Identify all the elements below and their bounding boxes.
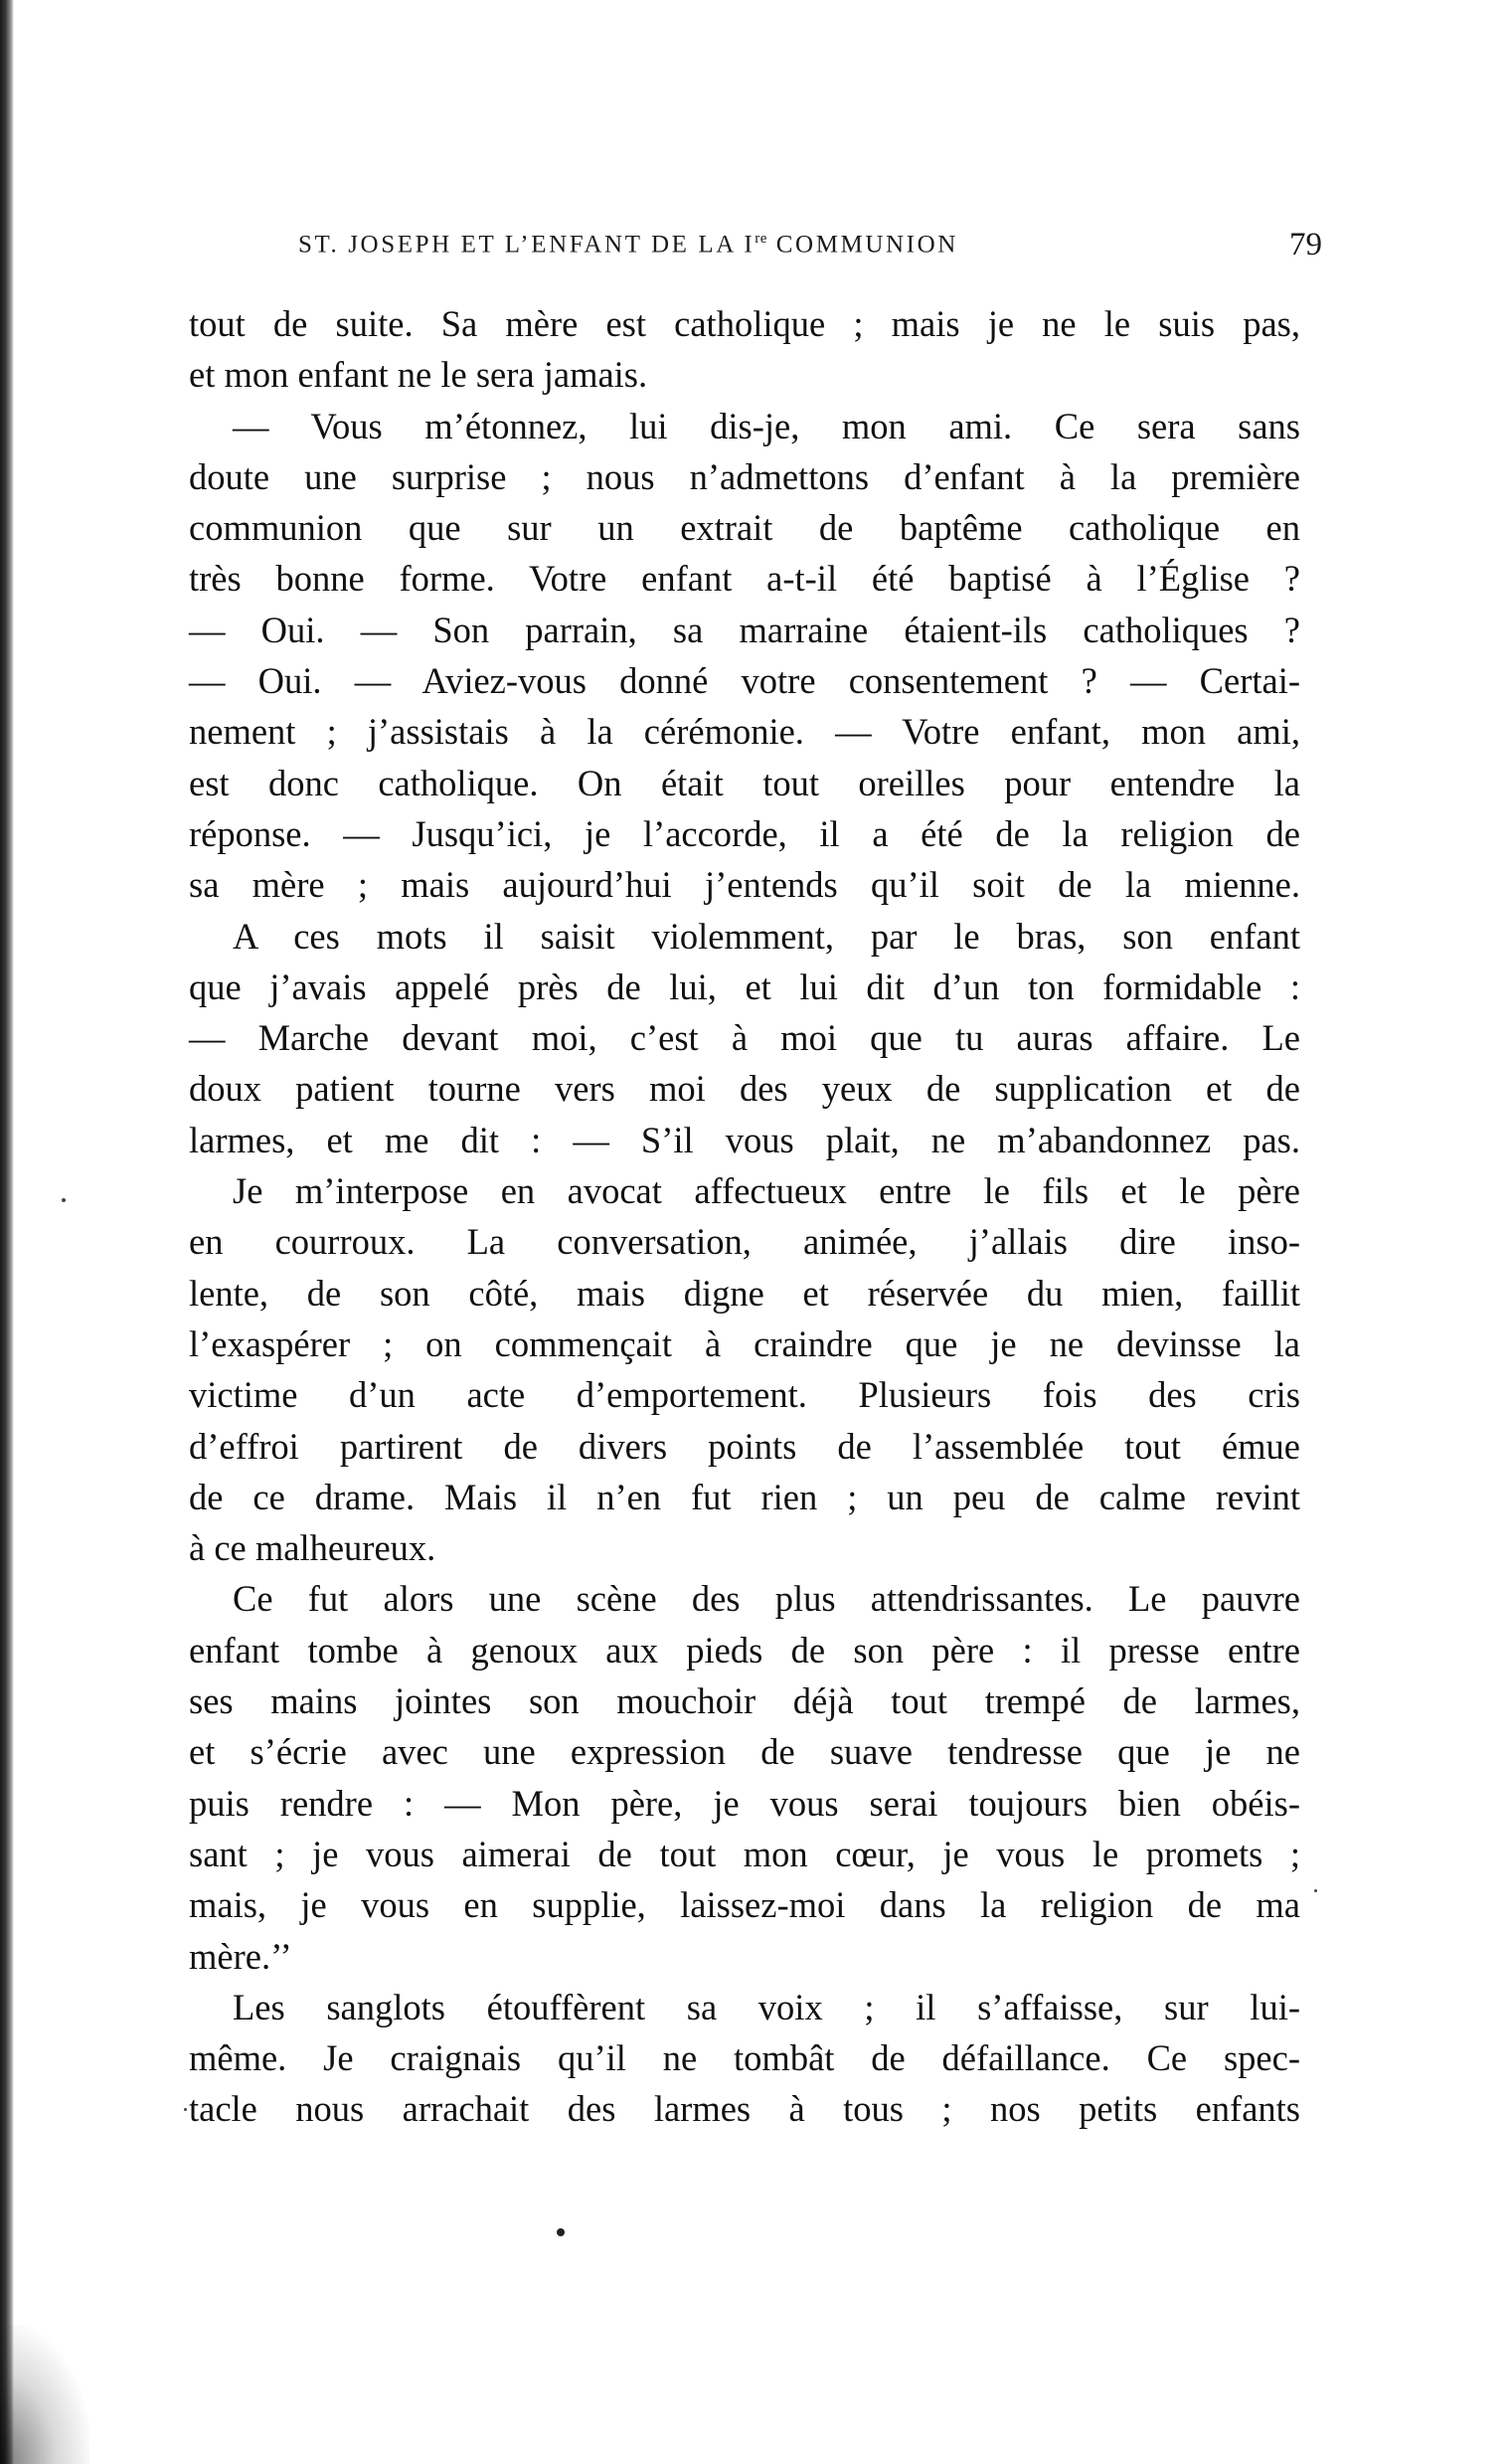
text-line: en courroux. La conversation, animée, j’allais dire inso- [189,1221,1300,1263]
text-line: — Marche devant moi, c’est à moi que tu auras affaire. Le [189,1017,1300,1059]
text-line: Ce fut alors une scène des plus attendrissantes. Le pauvre [233,1578,1300,1620]
text-line: — Oui. — Son parrain, sa marraine étaient-ils catholiques ? [189,609,1300,650]
text-line: doute une surprise ; nous n’admettons d’enfant à la première [189,455,1300,497]
running-head [298,227,1322,270]
text-line: — Vous m’étonnez, lui dis-je, mon ami. Ce sera sans [233,405,1300,446]
text-line: ses mains jointes son mouchoir déjà tout trempé de larmes, [189,1680,1300,1722]
text-line: doux patient tourne vers moi des yeux de supplication et de [189,1068,1300,1110]
text-line: et mon enfant ne le sera jamais. [189,354,648,396]
text-line: sant ; je vous aimerai de tout mon cœur, je vous le promets ; [189,1833,1300,1874]
text-line: est donc catholique. On était tout oreilles pour entendre la [189,762,1300,803]
text-line: Les sanglots étouffèrent sa voix ; il s’affaisse, sur lui- [233,1986,1300,2027]
text-line: mais, je vous en supplie, laissez-moi dans la religion de ma [189,1884,1300,1926]
ink-speck [184,2108,187,2111]
text-line: communion que sur un extrait de baptême catholique en [189,507,1300,549]
text-line: A ces mots il saisit violemment, par le bras, son enfant [233,915,1300,957]
body-text [189,298,1300,2135]
page-corner-shadow [0,2325,89,2464]
text-line: d’effroi partirent de divers points de l’assemblée tout émue [189,1425,1300,1467]
ink-dot [557,2228,565,2236]
text-line: de ce drame. Mais il n’en fut rien ; un peu de calme revint [189,1476,1300,1517]
text-line: Je m’interpose en avocat affectueux entre le fils et le père [233,1170,1300,1212]
page-number: 79 [1289,227,1322,263]
text-line: même. Je craignais qu’il ne tombât de défaillance. Ce spec- [189,2037,1300,2079]
text-line: et s’écrie avec une expression de suave tendresse que je ne [189,1731,1300,1773]
running-title-end: COMMUNION [766,231,958,259]
book-spine-shadow [0,0,14,2464]
text-line: l’exaspérer ; on commençait à craindre que je ne devinsse la [189,1322,1300,1364]
text-line: victime d’un acte d’emportement. Plusieurs fois des cris [189,1374,1300,1416]
running-title-superscript: re [755,231,767,247]
text-line: sa mère ; mais aujourd’hui j’entends qu’il soit de la mienne. [189,864,1300,906]
text-line: — Oui. — Aviez-vous donné votre consentement ? — Certai- [189,660,1300,702]
text-line: que j’avais appelé près de lui, et lui dit d’un ton formidable : [189,966,1300,1007]
text-line: larmes, et me dit : — S’il vous plait, ne m’abandonnez pas. [189,1119,1300,1160]
text-line: tacle nous arrachait des larmes à tous ; nos petits enfants [189,2088,1300,2130]
text-line: lente, de son côté, mais digne et réservée du mien, faillit [189,1272,1300,1314]
running-title-main: ST. JOSEPH ET L’ENFANT DE LA I [298,231,756,259]
text-line: tout de suite. Sa mère est catholique ; mais je ne le suis pas, [189,303,1300,344]
text-line: nement ; j’assistais à la cérémonie. — Votre enfant, mon ami, [189,711,1300,753]
text-line: très bonne forme. Votre enfant a-t-il été baptisé à l’Église ? [189,558,1300,600]
ink-speck [1314,1889,1317,1892]
text-line: réponse. — Jusqu’ici, je l’accorde, il a été de la religion de [189,812,1300,854]
text-line: à ce malheureux. [189,1527,436,1569]
running-title [298,231,958,259]
text-line: puis rendre : — Mon père, je vous serai toujours bien obéis- [189,1782,1300,1824]
ink-speck [62,1198,66,1202]
text-line: enfant tombe à genoux aux pieds de son père : il presse entre [189,1629,1300,1671]
text-line: mère.’’ [189,1935,292,1977]
